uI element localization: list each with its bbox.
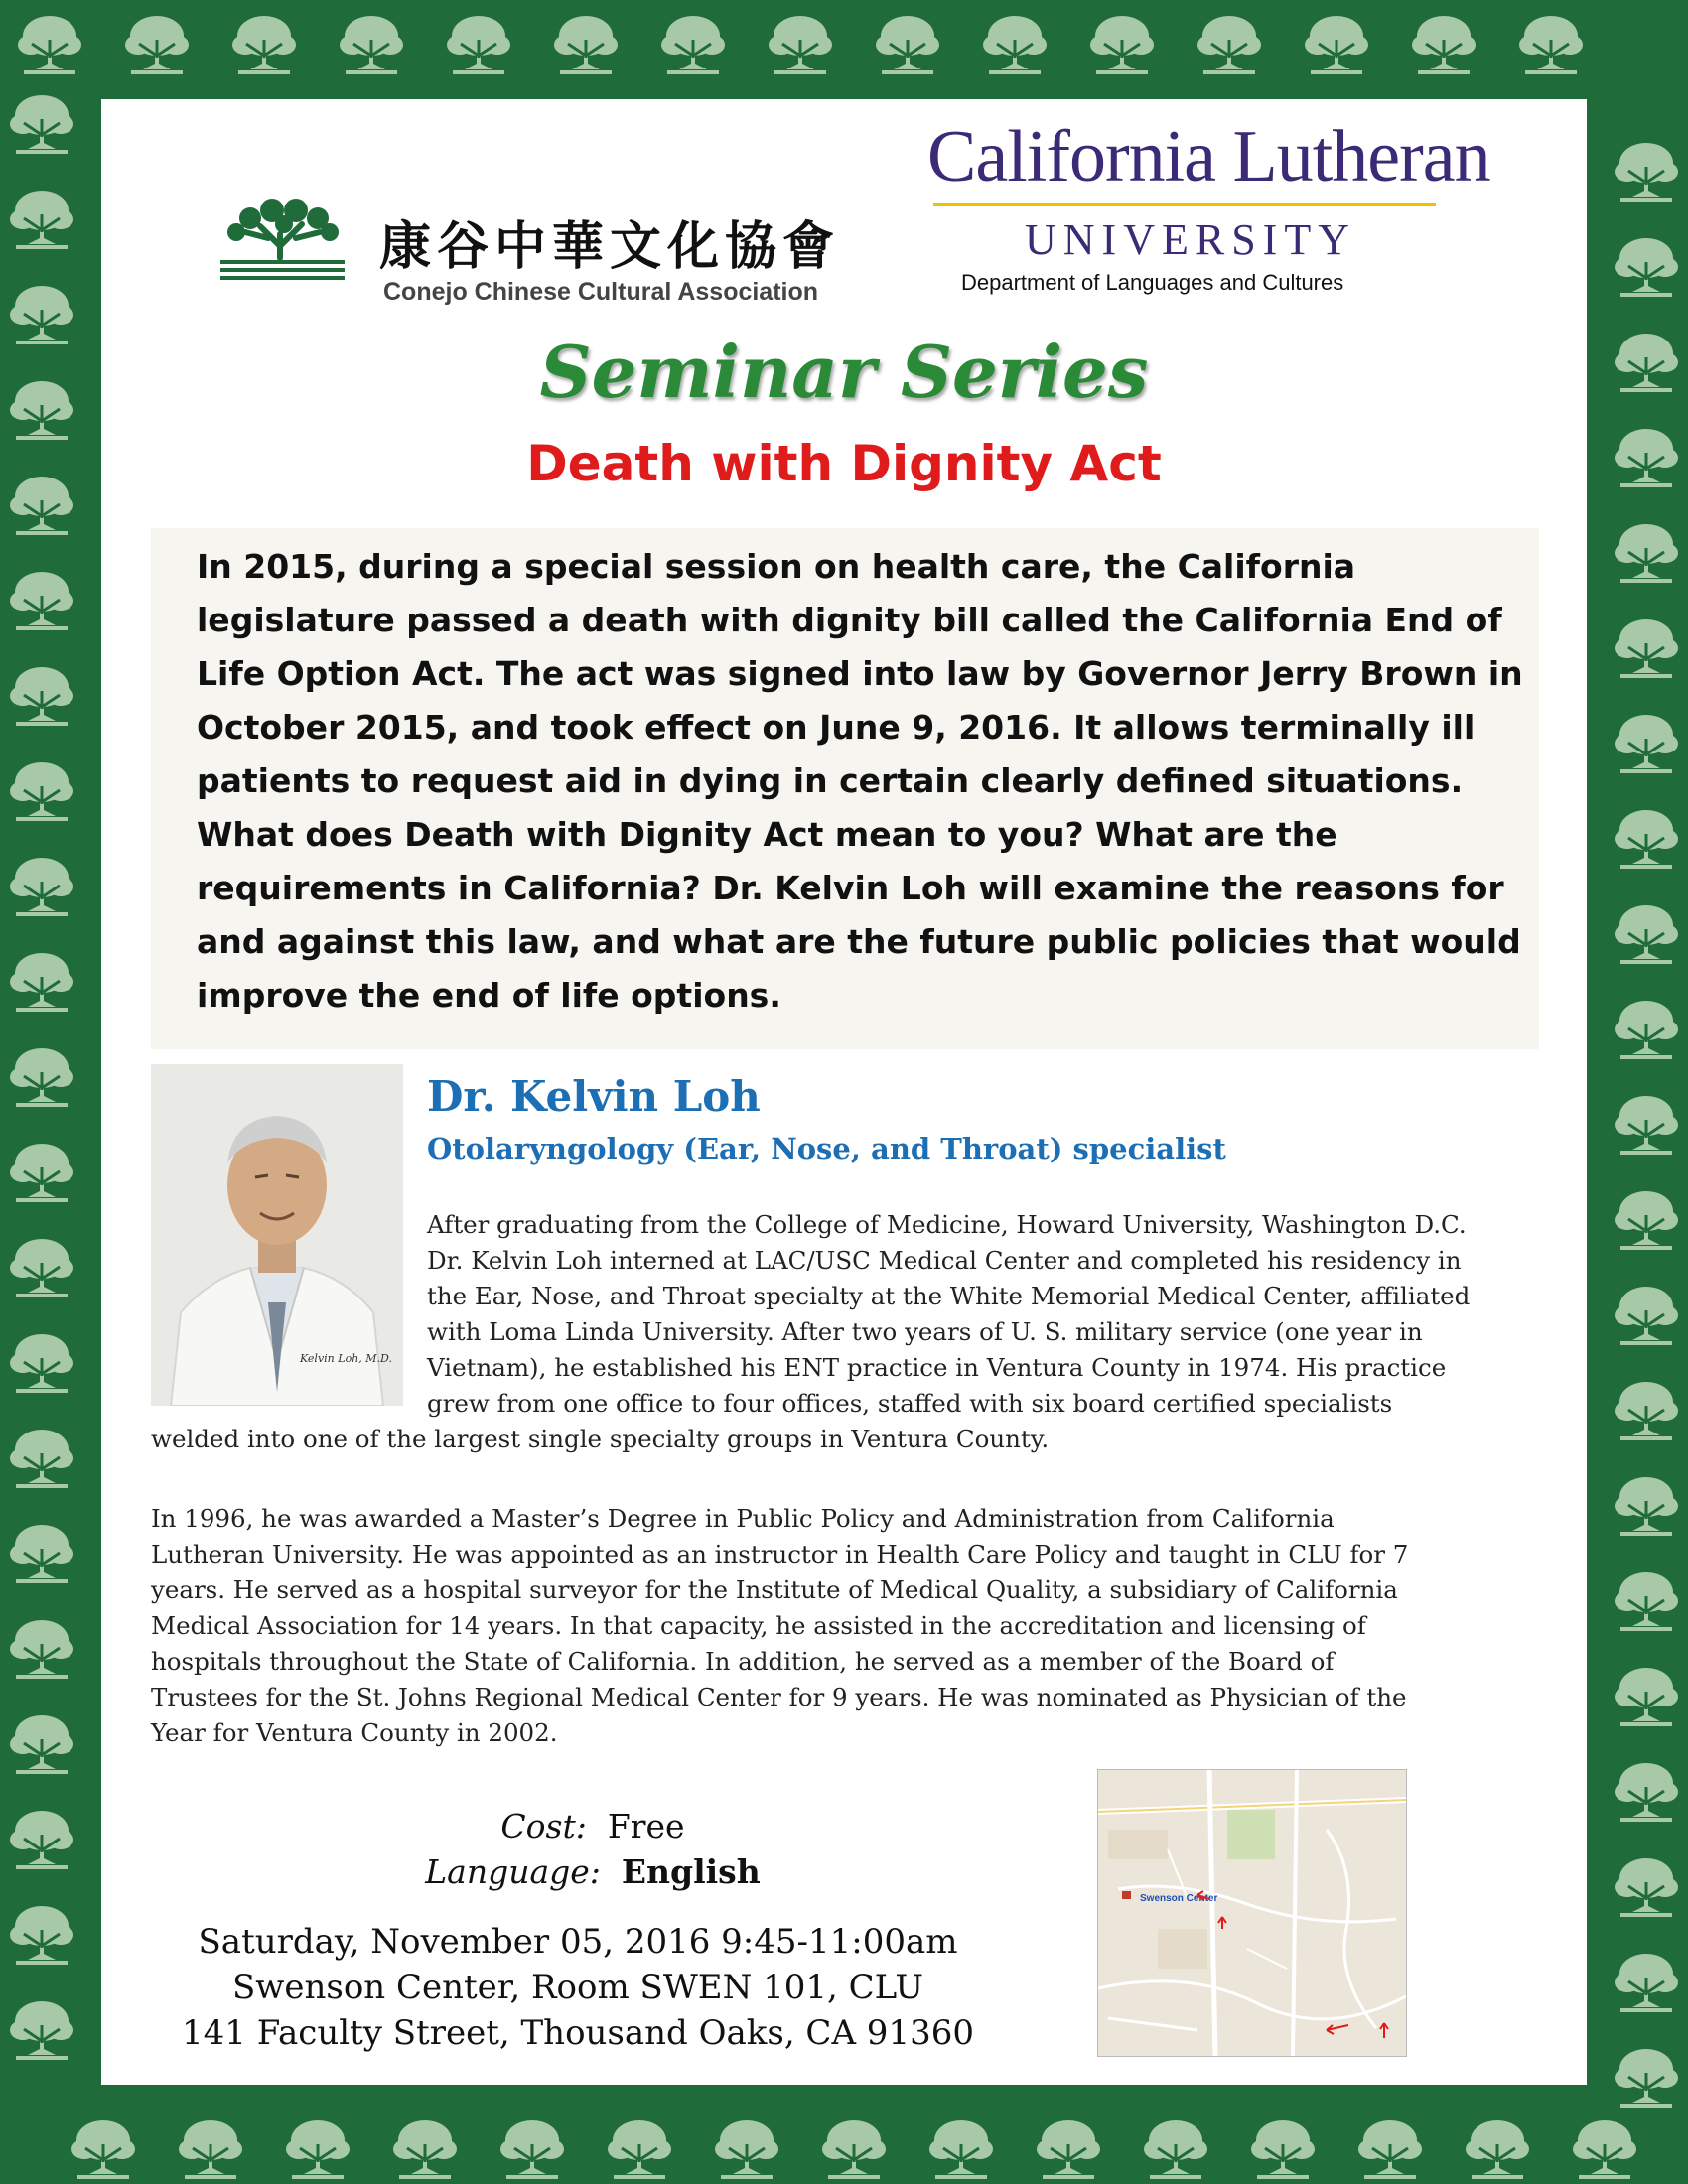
- clu-department: Department of Languages and Cultures: [961, 270, 1344, 295]
- bio-line: Lutheran University. He was appointed as an instructor in Health Care Policy and taught in CLU for 7: [151, 1540, 1409, 1569]
- bio-line: After graduating from the College of Medicine, Howard University, Washington D.C.: [427, 1210, 1467, 1239]
- cost-label: Cost:: [500, 1807, 587, 1845]
- bio-line: Dr. Kelvin Loh interned at LAC/USC Medical Center and completed his residency in: [427, 1246, 1462, 1275]
- cost-row: [101, 1807, 1084, 1845]
- ccca-english-name: Conejo Chinese Cultural Association: [383, 278, 819, 306]
- event-title: Death with Dignity Act: [526, 435, 1162, 492]
- language-label: Language:: [425, 1852, 601, 1891]
- speaker-name: Dr. Kelvin Loh: [427, 1072, 761, 1121]
- bio-line: grew from one office to four offices, staffed with six board certified specialists: [427, 1389, 1393, 1418]
- coat-signature: Kelvin Loh, M.D.: [300, 1352, 392, 1365]
- bio-line: years. He served as a hospital surveyor for the Institute of Medical Quality, a subsidiary of California: [151, 1575, 1398, 1604]
- series-title: Seminar Series: [539, 330, 1149, 414]
- clu-logo-university: UNIVERSITY: [1025, 215, 1356, 264]
- bio-line: hospitals throughout the State of California. In addition, he served as a member of the Board of: [151, 1647, 1335, 1676]
- event-address: 141 Faculty Street, Thousand Oaks, CA 91360: [182, 2013, 974, 2053]
- bio-line: with Loma Linda University. After two years of U. S. military service (one year in: [427, 1317, 1423, 1346]
- bio-line: Year for Ventura County in 2002.: [151, 1718, 558, 1747]
- event-datetime: Saturday, November 05, 2016 9:45-11:00am: [198, 1922, 958, 1962]
- speaker-photo: [151, 1064, 403, 1406]
- clu-logo-rule: [933, 203, 1436, 206]
- bio-line: In 1996, he was awarded a Master’s Degree in Public Policy and Administration from California: [151, 1504, 1335, 1533]
- speaker-specialty: Otolaryngology (Ear, Nose, and Throat) specialist: [427, 1132, 1226, 1165]
- bio-line: Trustees for the St. Johns Regional Medical Center for 9 years. He was nominated as Physician of the: [151, 1683, 1407, 1711]
- flyer-panel: [101, 99, 1587, 2085]
- event-location: Swenson Center, Room SWEN 101, CLU: [231, 1968, 924, 2007]
- intro-box: [151, 528, 1539, 1049]
- map-center-label: Swenson Center: [1140, 1893, 1218, 1904]
- bio-line: Vietnam), he established his ENT practice in Ventura County in 1974. His practice: [427, 1353, 1447, 1382]
- ccca-chinese-name: 康谷中華文化協會: [379, 217, 841, 277]
- language-value: English: [621, 1852, 761, 1891]
- intro-paragraph: In 2015, during a special session on health care, the California legislature passed a death with dignity bill called the California End of Life Option Act. The act was signed into law by Governor Jerry Brown in October 2015, and took effect on June 9, 2016. It allows terminally ill patients to request aid in dying in certain clearly defined situations. What does Death with Dignity Act mean to you? What are the requirements in California? Dr. Kelvin Loh will examine the reasons for and against this law, and what are the future public policies that would improve the end of life options.: [197, 547, 1523, 1015]
- clu-logo-name: California Lutheran: [927, 116, 1490, 198]
- bio-line: Medical Association for 14 years. In that capacity, he assisted in the accreditation and licensing of: [151, 1611, 1366, 1640]
- language-row: [101, 1852, 1084, 1891]
- ccca-tree-icon: [220, 197, 345, 284]
- bio-line: the Ear, Nose, and Throat specialty at the White Memorial Medical Center, affiliated: [427, 1282, 1471, 1310]
- cost-value: Free: [607, 1807, 685, 1845]
- location-map: [1097, 1769, 1407, 2057]
- bio-line: welded into one of the largest single specialty groups in Ventura County.: [151, 1425, 1050, 1453]
